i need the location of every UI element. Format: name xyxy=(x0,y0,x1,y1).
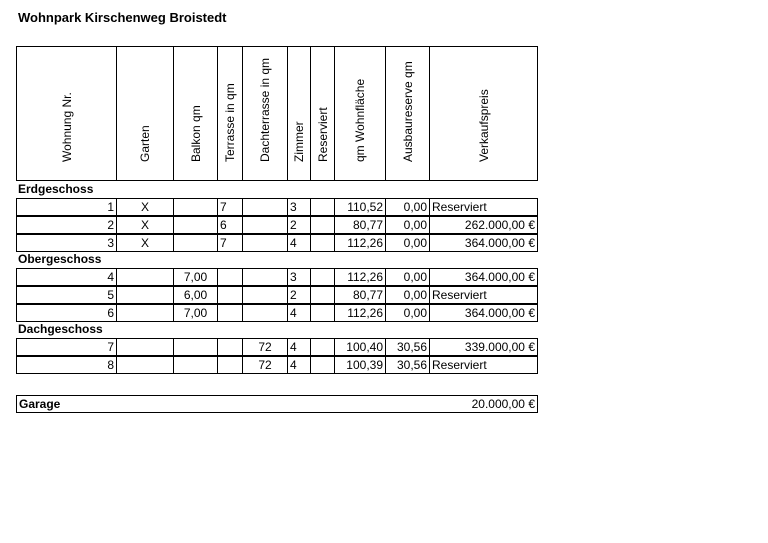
cell-zimmer: 4 xyxy=(288,305,311,321)
cell-balkon xyxy=(174,199,218,215)
cell-balkon xyxy=(174,235,218,251)
header-label: Wohnung Nr. xyxy=(59,92,74,162)
cell-dachterrasse xyxy=(243,199,288,215)
table-row xyxy=(16,198,538,216)
cell-terrasse: 6 xyxy=(218,217,243,233)
cell-ausbaureserve: 0,00 xyxy=(386,269,430,285)
cell-dachterrasse xyxy=(243,305,288,321)
garage-price: 20.000,00 € xyxy=(471,397,535,411)
price-value: 262.000,00 € xyxy=(464,218,535,232)
cell-balkon: 7,00 xyxy=(174,305,218,321)
cell-terrasse xyxy=(218,287,243,303)
table-row xyxy=(16,304,538,322)
cell-dachterrasse: 72 xyxy=(243,357,288,373)
table-row xyxy=(16,286,538,304)
cell-wohnung-nr: 2 xyxy=(17,217,117,233)
table-row xyxy=(16,216,538,234)
cell-garten xyxy=(117,269,174,285)
cell-garten xyxy=(117,287,174,303)
cell-verkaufspreis xyxy=(430,287,537,303)
cell-balkon xyxy=(174,217,218,233)
header-ausbaureserve xyxy=(386,47,430,180)
price-value: 364.000,00 € xyxy=(464,270,535,284)
cell-zimmer: 3 xyxy=(288,199,311,215)
header-dachterrasse xyxy=(243,47,288,180)
cell-balkon xyxy=(174,339,218,355)
cell-wohnflaeche: 112,26 xyxy=(335,235,386,251)
header-label: Garten xyxy=(138,125,152,162)
status-label: Reserviert xyxy=(432,288,487,302)
header-label: Dachterrasse in qm xyxy=(258,57,272,162)
header-label: Verkaufspreis xyxy=(476,89,491,162)
cell-garten xyxy=(117,357,174,373)
header-label: Balkon qm xyxy=(188,105,203,162)
garage-row xyxy=(16,395,538,413)
cell-balkon: 6,00 xyxy=(174,287,218,303)
cell-terrasse xyxy=(218,269,243,285)
status-label: Reserviert xyxy=(432,200,487,214)
cell-wohnflaeche: 100,39 xyxy=(335,357,386,373)
cell-wohnflaeche: 80,77 xyxy=(335,217,386,233)
cell-zimmer: 2 xyxy=(288,217,311,233)
cell-wohnflaeche: 100,40 xyxy=(335,339,386,355)
status-label: Reserviert xyxy=(432,358,487,372)
section-title: Erdgeschoss xyxy=(18,182,94,196)
cell-reserviert xyxy=(311,199,335,215)
cell-garten: X xyxy=(117,235,174,251)
cell-wohnflaeche: 112,26 xyxy=(335,269,386,285)
cell-garten: X xyxy=(117,217,174,233)
cell-ausbaureserve: 0,00 xyxy=(386,287,430,303)
cell-verkaufspreis xyxy=(430,305,537,321)
header-label: Reserviert xyxy=(315,107,330,162)
cell-wohnung-nr: 4 xyxy=(17,269,117,285)
cell-ausbaureserve: 0,00 xyxy=(386,217,430,233)
cell-ausbaureserve: 0,00 xyxy=(386,199,430,215)
cell-dachterrasse xyxy=(243,217,288,233)
table-row xyxy=(16,268,538,286)
cell-terrasse xyxy=(218,339,243,355)
price-value: 364.000,00 € xyxy=(464,306,535,320)
cell-ausbaureserve: 30,56 xyxy=(386,357,430,373)
header-verkaufspreis xyxy=(430,47,537,180)
header-terrasse xyxy=(218,47,243,180)
page-title: Wohnpark Kirschenweg Broistedt xyxy=(18,10,227,25)
cell-dachterrasse xyxy=(243,287,288,303)
table-row xyxy=(16,234,538,252)
cell-wohnflaeche: 112,26 xyxy=(335,305,386,321)
header-wohnflaeche xyxy=(335,47,386,180)
cell-dachterrasse xyxy=(243,235,288,251)
cell-wohnung-nr: 8 xyxy=(17,357,117,373)
cell-verkaufspreis xyxy=(430,357,537,373)
cell-reserviert xyxy=(311,339,335,355)
cell-wohnflaeche: 110,52 xyxy=(335,199,386,215)
price-value: 339.000,00 € xyxy=(464,340,535,354)
cell-reserviert xyxy=(311,357,335,373)
cell-wohnung-nr: 6 xyxy=(17,305,117,321)
header-label: Ausbaureserve qm xyxy=(400,61,415,162)
header-balkon xyxy=(174,47,218,180)
cell-verkaufspreis xyxy=(430,269,537,285)
header-label: qm Wohnfläche xyxy=(353,78,367,162)
cell-terrasse: 7 xyxy=(218,199,243,215)
table-row xyxy=(16,356,538,374)
cell-wohnung-nr: 7 xyxy=(17,339,117,355)
cell-balkon: 7,00 xyxy=(174,269,218,285)
cell-wohnung-nr: 1 xyxy=(17,199,117,215)
cell-terrasse: 7 xyxy=(218,235,243,251)
cell-balkon xyxy=(174,357,218,373)
cell-zimmer: 4 xyxy=(288,339,311,355)
cell-terrasse xyxy=(218,357,243,373)
cell-garten xyxy=(117,305,174,321)
cell-verkaufspreis xyxy=(430,199,537,215)
cell-zimmer: 2 xyxy=(288,287,311,303)
cell-zimmer: 4 xyxy=(288,357,311,373)
cell-dachterrasse xyxy=(243,269,288,285)
cell-reserviert xyxy=(311,235,335,251)
price-value: 364.000,00 € xyxy=(464,236,535,250)
header-reserviert xyxy=(311,47,335,180)
cell-reserviert xyxy=(311,269,335,285)
cell-ausbaureserve: 30,56 xyxy=(386,339,430,355)
cell-terrasse xyxy=(218,305,243,321)
cell-wohnflaeche: 80,77 xyxy=(335,287,386,303)
header-label: Terrasse in qm xyxy=(223,83,237,162)
header-zimmer xyxy=(288,47,311,180)
section-title: Dachgeschoss xyxy=(18,322,103,336)
section-title: Obergeschoss xyxy=(18,252,102,266)
cell-garten xyxy=(117,339,174,355)
cell-verkaufspreis xyxy=(430,339,537,355)
cell-ausbaureserve: 0,00 xyxy=(386,235,430,251)
cell-dachterrasse: 72 xyxy=(243,339,288,355)
header-garten xyxy=(117,47,174,180)
cell-wohnung-nr: 5 xyxy=(17,287,117,303)
table-row xyxy=(16,338,538,356)
cell-zimmer: 3 xyxy=(288,269,311,285)
garage-label: Garage xyxy=(19,397,61,411)
cell-garten: X xyxy=(117,199,174,215)
header-wohnung-nr xyxy=(17,47,117,180)
cell-verkaufspreis xyxy=(430,217,537,233)
cell-reserviert xyxy=(311,287,335,303)
header-label: Zimmer xyxy=(292,121,306,162)
cell-wohnung-nr: 3 xyxy=(17,235,117,251)
cell-reserviert xyxy=(311,305,335,321)
cell-zimmer: 4 xyxy=(288,235,311,251)
cell-reserviert xyxy=(311,217,335,233)
cell-verkaufspreis xyxy=(430,235,537,251)
table-header xyxy=(16,46,538,181)
cell-ausbaureserve: 0,00 xyxy=(386,305,430,321)
